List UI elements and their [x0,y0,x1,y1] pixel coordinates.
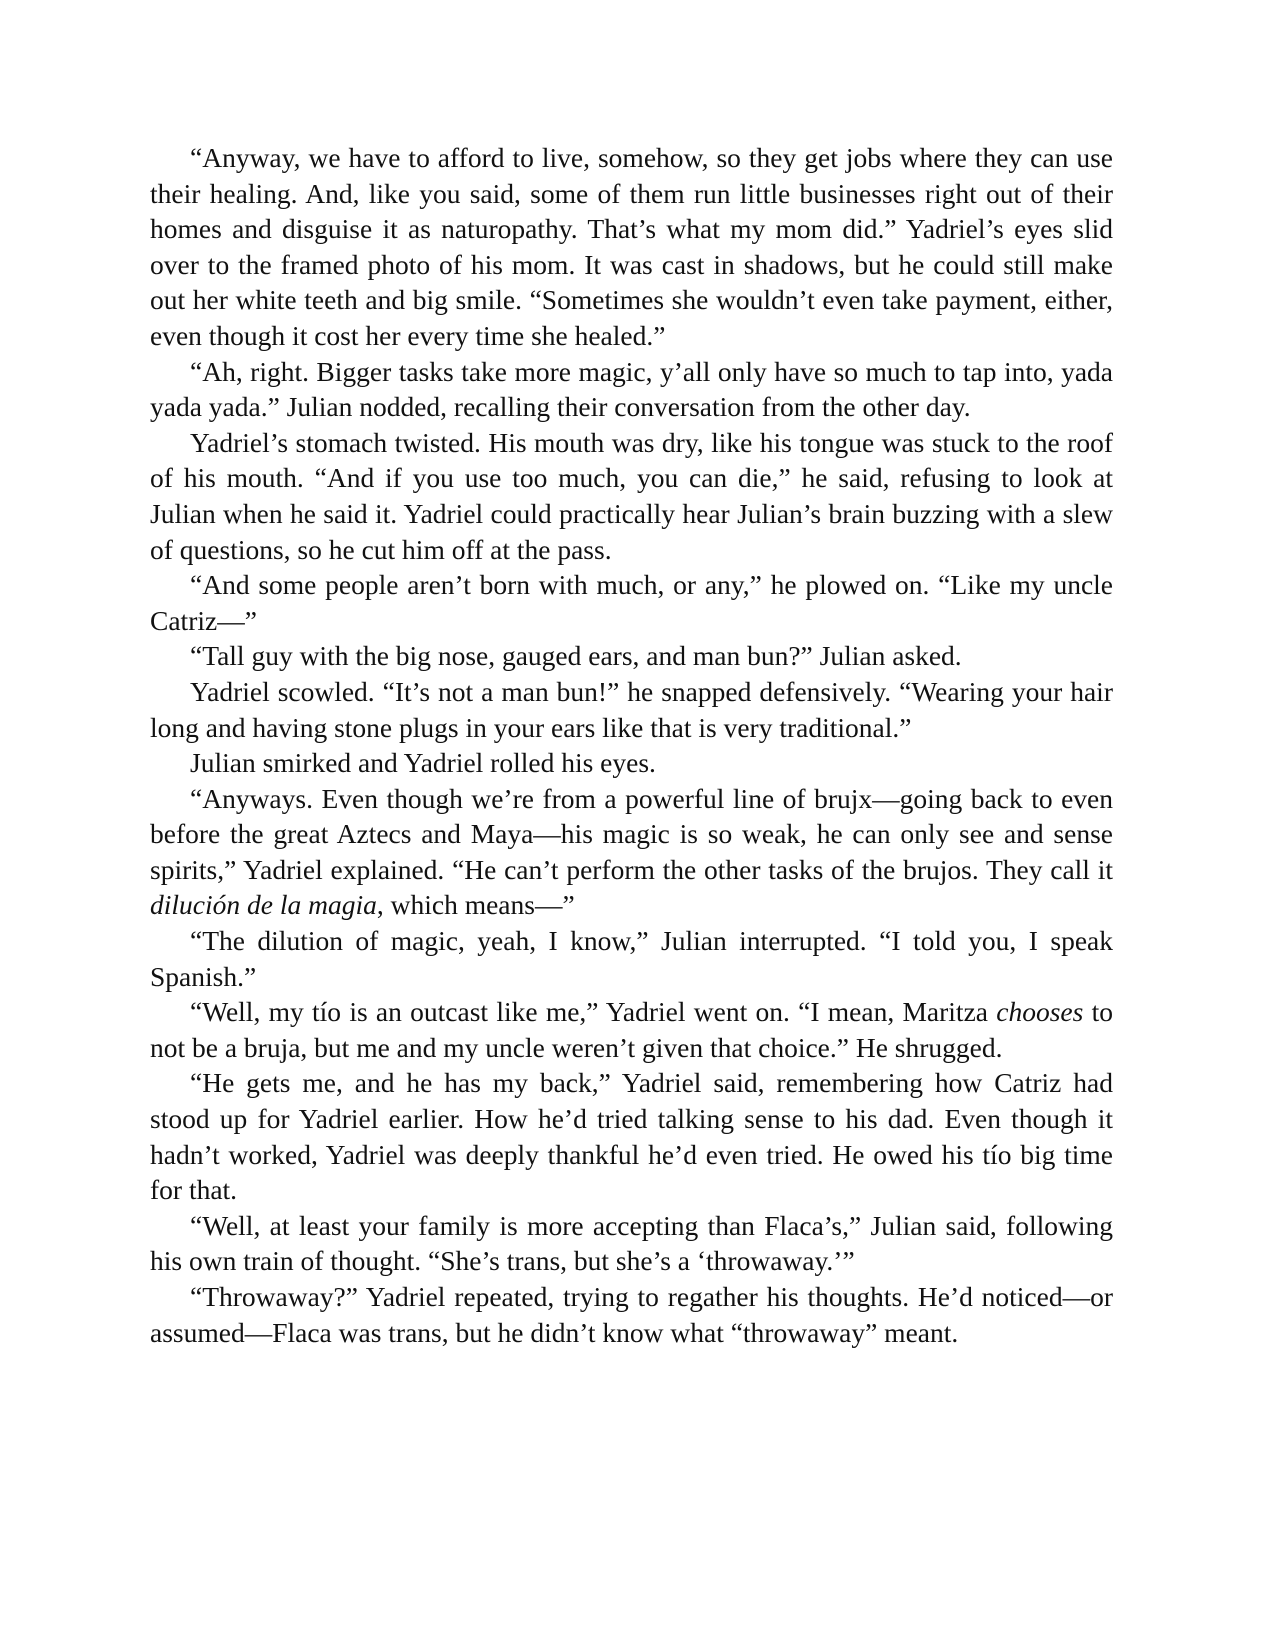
italic-phrase: chooses [996,996,1084,1028]
paragraph [150,354,1113,425]
paragraph [150,1208,1113,1279]
paragraph-text: to not be a bruja, but me and my uncle weren’t given that choice.” He shrugged. [150,996,1113,1063]
paragraph [150,638,1113,674]
paragraph [150,140,1113,354]
paragraph [150,425,1113,567]
paragraph-text: “Anyways. Even though we’re from a powerful line of brujx—going back to even before the great Aztecs and Maya—his magic is so weak, he can only see and sense spirits,” Yadriel explained. “He can’t perform the other tasks of the brujos. They call it [150,782,1113,885]
paragraph [150,1065,1113,1207]
paragraph-text: , which means—” [376,889,575,921]
paragraph [150,923,1113,994]
paragraph [150,1279,1113,1350]
paragraph [150,745,1113,781]
paragraph-text: “Well, my tío is an outcast like me,” Yadriel went on. “I mean, Maritza [190,996,997,1028]
paragraph-text: “The dilution of magic, yeah, I know,” Julian interrupted. “I told you, I speak Spanish.” [150,925,1113,992]
paragraph-text: “Ah, right. Bigger tasks take more magic, y’all only have so much to tap into, yada yada yada.” Julian nodded, recalling their conversation from the other day. [150,355,1113,423]
paragraph [150,994,1113,1065]
paragraph-text: “Tall guy with the big nose, gauged ears, and man bun?” Julian asked. [190,640,962,672]
paragraph [150,674,1113,745]
paragraph-text: Yadriel scowled. “It’s not a man bun!” he snapped defensively. “Wearing your hair long and having stone plugs in your ears like that is very traditional.” [150,675,1113,743]
paragraph-text: “Anyway, we have to afford to live, somehow, so they get jobs where they can use their healing. And, like you said, some of them run little businesses right out of their homes and disguise it as naturopathy. That’s what my mom did.” Yadriel’s eyes slid over to the framed photo of his mom. It was cast in shadows, but he could still make out her white teeth and big smile. “Sometimes she wouldn’t even take payment, either, even though it cost her every time she healed.” [150,142,1113,351]
paragraph [150,567,1113,638]
paragraph [150,781,1113,923]
paragraph-text: “He gets me, and he has my back,” Yadriel said, remembering how Catriz had stood up for Yadriel earlier. How he’d tried talking sense to his dad. Even though it hadn’t worked, Yadriel was deeply thankful he’d even tried. He owed his tío big time for that. [150,1067,1113,1206]
paragraph-text: “Throwaway?” Yadriel repeated, trying to regather his thoughts. He’d noticed—or assumed—Flaca was trans, but he didn’t know what “throwaway” meant. [150,1281,1113,1348]
italic-phrase: dilución de la magia [150,889,377,921]
paragraph-text: Yadriel’s stomach twisted. His mouth was dry, like his tongue was stuck to the roof of his mouth. “And if you use too much, you can die,” he said, refusing to look at Julian when he said it. Yadriel could practically hear Julian’s brain buzzing with a slew of questions, so he cut him off at the pass. [150,426,1113,565]
paragraph-text: “And some people aren’t born with much, or any,” he plowed on. “Like my uncle Catriz—” [150,569,1113,636]
paragraph-text: Julian smirked and Yadriel rolled his eyes. [190,747,656,779]
paragraph-text: “Well, at least your family is more accepting than Flaca’s,” Julian said, following his own train of thought. “She’s trans, but she’s a ‘throwaway.’” [150,1209,1113,1277]
book-page [150,140,1113,1350]
